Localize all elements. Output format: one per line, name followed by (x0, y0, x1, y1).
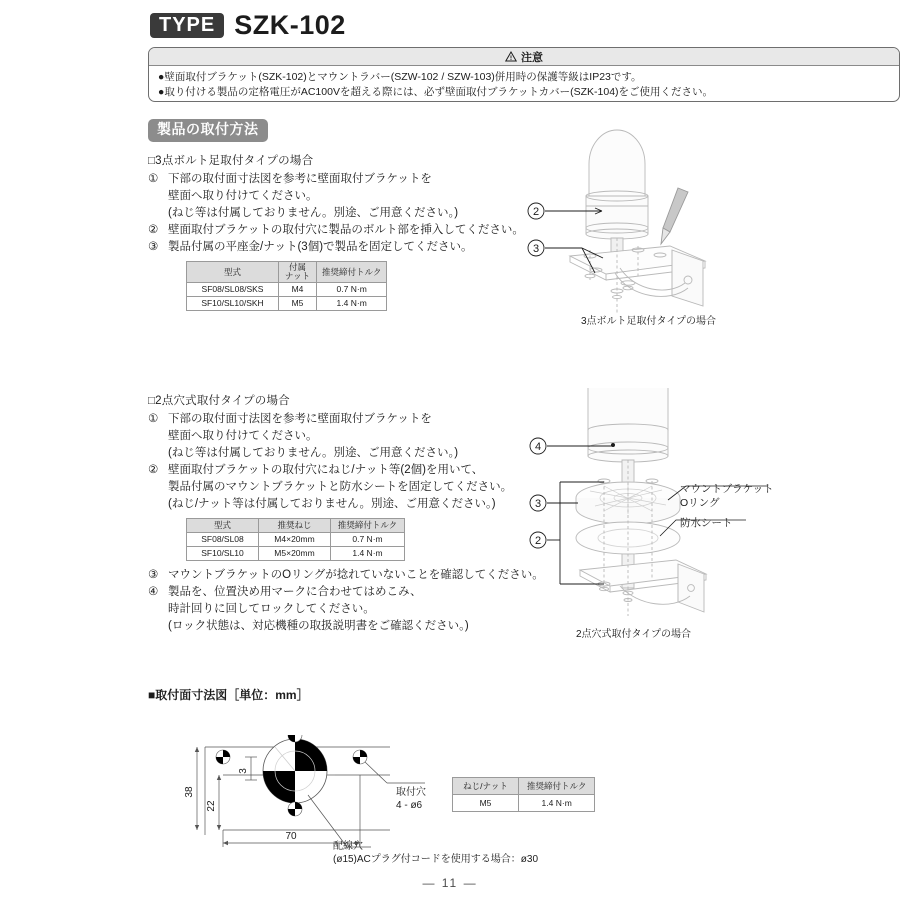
step-line: 下部の取付面寸法図を参考に壁面取付ブラケットを (168, 413, 432, 425)
mounting-hole-symbol (216, 750, 230, 764)
caution-line-2: ●取り付ける製品の定格電圧がAC100Vを超える際には、必ず壁面取付ブラケットカバー(SZK-104)をご使用ください。 (158, 86, 714, 98)
caution-title: 注意 (521, 51, 543, 64)
svg-text:4: 4 (534, 441, 542, 453)
col-nut (279, 262, 317, 283)
step-line: (ねじ/ナット等は付属しておりません。別途、ご用意ください。) (168, 498, 496, 510)
page-header (150, 10, 346, 41)
label-line-1: マウントブラケット (680, 483, 774, 495)
table-row (187, 547, 405, 561)
section-badge: 製品の取付方法 (148, 119, 268, 142)
wiring-hole-symbol (263, 739, 327, 803)
step-line: 壁面へ取り付けてください。 (168, 190, 318, 202)
dim-70: 70 (285, 831, 297, 842)
cell-model: SF08/SL08 (187, 533, 259, 547)
block1-step-1 (148, 171, 548, 222)
table-header-row (453, 778, 595, 795)
wiring-hole-label (333, 840, 538, 866)
table-header-row (187, 519, 405, 533)
step-line: 下部の取付面寸法図を参考に壁面取付ブラケットを (168, 173, 432, 185)
caution-header (149, 48, 899, 66)
step-number: ③ (148, 569, 159, 581)
block2-step-3 (148, 567, 548, 584)
col-torque: 推奨締付トルク (331, 519, 405, 533)
svg-text:3: 3 (534, 498, 542, 510)
step-number: ② (148, 464, 159, 476)
warning-triangle-icon (505, 51, 517, 62)
figure-2hole-caption: 2点穴式取付タイプの場合 (576, 629, 692, 640)
cell-model: SF10/SL10/SKH (187, 297, 279, 311)
step-line: 壁面取付ブラケットの取付穴に製品のボルト部を挿入してください。 (168, 224, 524, 236)
svg-text:2: 2 (534, 535, 542, 547)
step-number: ② (148, 224, 159, 236)
caution-body (149, 66, 899, 100)
col-torque: 推奨締付トルク (519, 778, 595, 795)
step-line: (ねじ等は付属しておりません。別途、ご用意ください。) (168, 207, 459, 219)
step-line: (ロック状態は、対応機種の取扱説明書をご確認ください。) (168, 620, 469, 632)
block2-step-4 (148, 584, 548, 635)
table-row (187, 283, 387, 297)
step-number: ① (148, 413, 159, 425)
cell-model: SF08/SL08/SKS (187, 283, 279, 297)
cell-torque: 1.4 N·m (519, 795, 595, 812)
step-line: (ねじ等は付属しておりません。別途、ご用意ください。) (168, 447, 459, 459)
spec-table-3point (186, 261, 387, 311)
svg-text:3: 3 (532, 243, 540, 255)
cell-torque: 1.4 N·m (317, 297, 387, 311)
dim-22: 22 (206, 800, 217, 812)
page-number: — 11 — (422, 876, 478, 890)
page-title: SZK-102 (234, 10, 346, 40)
step-line: 壁面へ取り付けてください。 (168, 430, 318, 442)
block1-step-3 (148, 239, 548, 256)
dim-38: 38 (184, 786, 195, 798)
wiring-hole-spec: (ø15)ACプラグ付コードを使用する場合：ø30 (333, 854, 539, 865)
mounting-block-2hole (148, 392, 548, 635)
dimension-drawing-title: ■取付面寸法図［単位：mm］ (148, 688, 309, 702)
cell-torque: 0.7 N·m (317, 283, 387, 297)
caution-line-1: ●壁面取付ブラケット(SZK-102)とマウントラバー(SZW-102 / SZW-103)併用時の保護等級はIP23です。 (158, 71, 642, 83)
step-line: 製品を、位置決め用マークに合わせてはめこみ、 (168, 586, 422, 598)
mounting-block-3point (148, 152, 548, 311)
cell-screw: M4×20mm (259, 533, 331, 547)
mounting-hole-spec: 4 - ø6 (396, 800, 423, 811)
step-line: 製品付属のマウントブラケットと防水シートを固定してください。 (168, 481, 513, 493)
step-number: ③ (148, 241, 159, 253)
table-header-row (187, 262, 387, 283)
mounting-hole-label (396, 786, 426, 812)
type-badge: TYPE (150, 13, 224, 38)
label-mount-bracket-oring (680, 482, 774, 510)
block2-step-1 (148, 411, 548, 462)
block1-title: □3点ボルト足取付タイプの場合 (148, 155, 314, 167)
col-model: 型式 (187, 519, 259, 533)
col-nut-l2: ナット (284, 271, 311, 281)
step-line: 壁面取付ブラケットの取付穴にねじ/ナット等(2個)を用いて、 (168, 464, 484, 476)
mounting-hole-name: 取付穴 (396, 787, 426, 798)
step-number: ④ (148, 586, 159, 598)
spec-table-dimension (452, 777, 595, 812)
step-line: マウントブラケットのOリングが捻れていないことを確認してください。 (168, 569, 544, 581)
svg-text:2: 2 (532, 206, 540, 218)
block2-step-2 (148, 462, 548, 513)
wiring-hole-name: 配線穴 (333, 841, 363, 852)
dim-3: 3 (238, 768, 249, 774)
block2-title: □2点穴式取付タイプの場合 (148, 395, 290, 407)
caution-box (148, 47, 900, 102)
block1-step-2 (148, 222, 548, 239)
figure-3point-caption: 3点ボルト足取付タイプの場合 (581, 316, 717, 327)
col-screw: 推奨ねじ (259, 519, 331, 533)
table-row (187, 533, 405, 547)
cell-screw: M5×20mm (259, 547, 331, 561)
col-screw-nut: ねじ/ナット (453, 778, 519, 795)
cell-screw-nut: M5 (453, 795, 519, 812)
step-line: 製品付属の平座金/ナット(3個)で製品を固定してください。 (168, 241, 473, 253)
step-number: ① (148, 173, 159, 185)
col-nut-l1: 付属 (288, 262, 306, 272)
label-line-2: Oリング (680, 497, 720, 509)
cell-torque: 1.4 N·m (331, 547, 405, 561)
spec-table-2hole (186, 518, 405, 561)
figure-3point-mounting (520, 128, 890, 318)
cell-nut: M4 (279, 283, 317, 297)
table-row (187, 297, 387, 311)
cell-torque: 0.7 N·m (331, 533, 405, 547)
col-model: 型式 (187, 262, 279, 283)
cell-nut: M5 (279, 297, 317, 311)
col-torque: 推奨締付トルク (317, 262, 387, 283)
label-waterproof-sheet: 防水シート (680, 517, 733, 529)
step-line: 時計回りに回してロックしてください。 (168, 603, 375, 615)
table-row (453, 795, 595, 812)
cell-model: SF10/SL10 (187, 547, 259, 561)
